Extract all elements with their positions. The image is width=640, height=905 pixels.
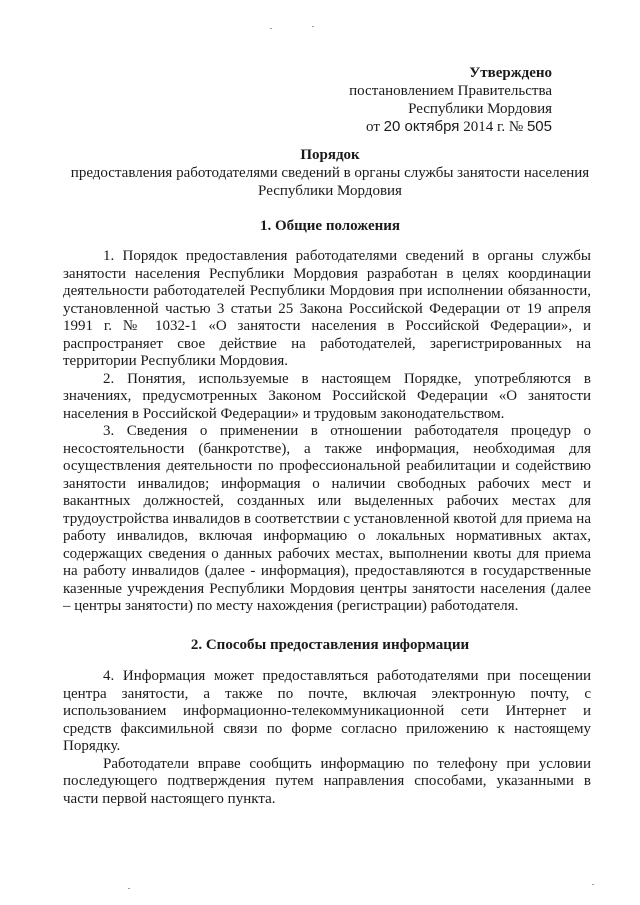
- approval-approved: Утверждено: [469, 65, 552, 81]
- title-heading: Порядок: [300, 147, 360, 163]
- scan-speck: [592, 884, 594, 885]
- scan-speck: [128, 888, 130, 889]
- approval-year: 2014 г. №: [463, 119, 524, 135]
- scan-speck: [270, 28, 272, 29]
- section1-body: [63, 248, 591, 616]
- paragraph: 2. Понятия, используемые в настоящем Порядке, употребляются в значениях, предусмотренных Законом Российской Федерации «О занятости населения в Российской Федерации» и трудовым законодательством.: [63, 370, 591, 422]
- section2-heading: 2. Способы предоставления информации: [190, 637, 470, 653]
- section2-body: [63, 668, 591, 808]
- paragraph: 1. Порядок предоставления работодателями сведений в органы службы занятости населения Республики Мордовия разработан в целях координации деятельности работодателей Республики Мордовия при исполнении обязанности, установленной частью 3 статьи 25 Закона Российской Федерации от 19 апреля 1991 г. № 1032-1 «О занятости населения в Российской Федерации», и распространяет свое действие на работодателей, зарегистрированных на территории Республики Мордовия.: [63, 248, 591, 369]
- approval-line1: постановлением Правительства: [349, 83, 552, 99]
- paragraph: 4. Информация может предоставляться работодателями при посещении центра занятости, а также по почте, включая электронную почту, с использованием информационно-телекоммуникационной сети Интернет и средств факсимильной связи по форме согласно приложению к настоящему Порядку.: [63, 668, 591, 754]
- paragraph: Работодатели вправе сообщить информацию по телефону при условии последующего подтверждения путем направления способами, указанными в части первой настоящего пункта.: [63, 755, 591, 807]
- approval-date-prefix: от: [366, 119, 380, 135]
- title-subtitle: предоставления работодателями сведений в органы службы занятости населения Республики Мордовия: [70, 165, 590, 199]
- paragraph: 3. Сведения о применении в отношении работодателя процедур о несостоятельности (банкротстве), а также информация, необходимая для осуществления деятельности по профессиональной реабилитации и содействию занятости инвалидов; информация о наличии свободных рабочих мест и вакантных должностей, созданных или выделенных рабочих местах для трудоустройства инвалидов в соответствии с установленной квотой для приема на работу инвалидов, включая информацию о локальных нормативных актах, содержащих сведения о данных рабочих местах, выполнении квоты для приема на работу инвалидов (далее - информация), предоставляются в государственные казенные учреждения Республики Мордовия центры занятости населения (далее – центры занятости) по месту нахождения (регистрации) работодателя.: [63, 423, 591, 614]
- scan-speck: [312, 26, 314, 27]
- approval-date-handwritten: 20 октября: [383, 118, 460, 135]
- approval-number-handwritten: 505: [526, 118, 552, 135]
- approval-date-line: [292, 118, 552, 136]
- approval-stamp: [292, 64, 552, 136]
- section1-heading: 1. Общие положения: [259, 218, 401, 234]
- approval-line2: Республики Мордовия: [408, 101, 552, 117]
- document-title: [60, 146, 600, 200]
